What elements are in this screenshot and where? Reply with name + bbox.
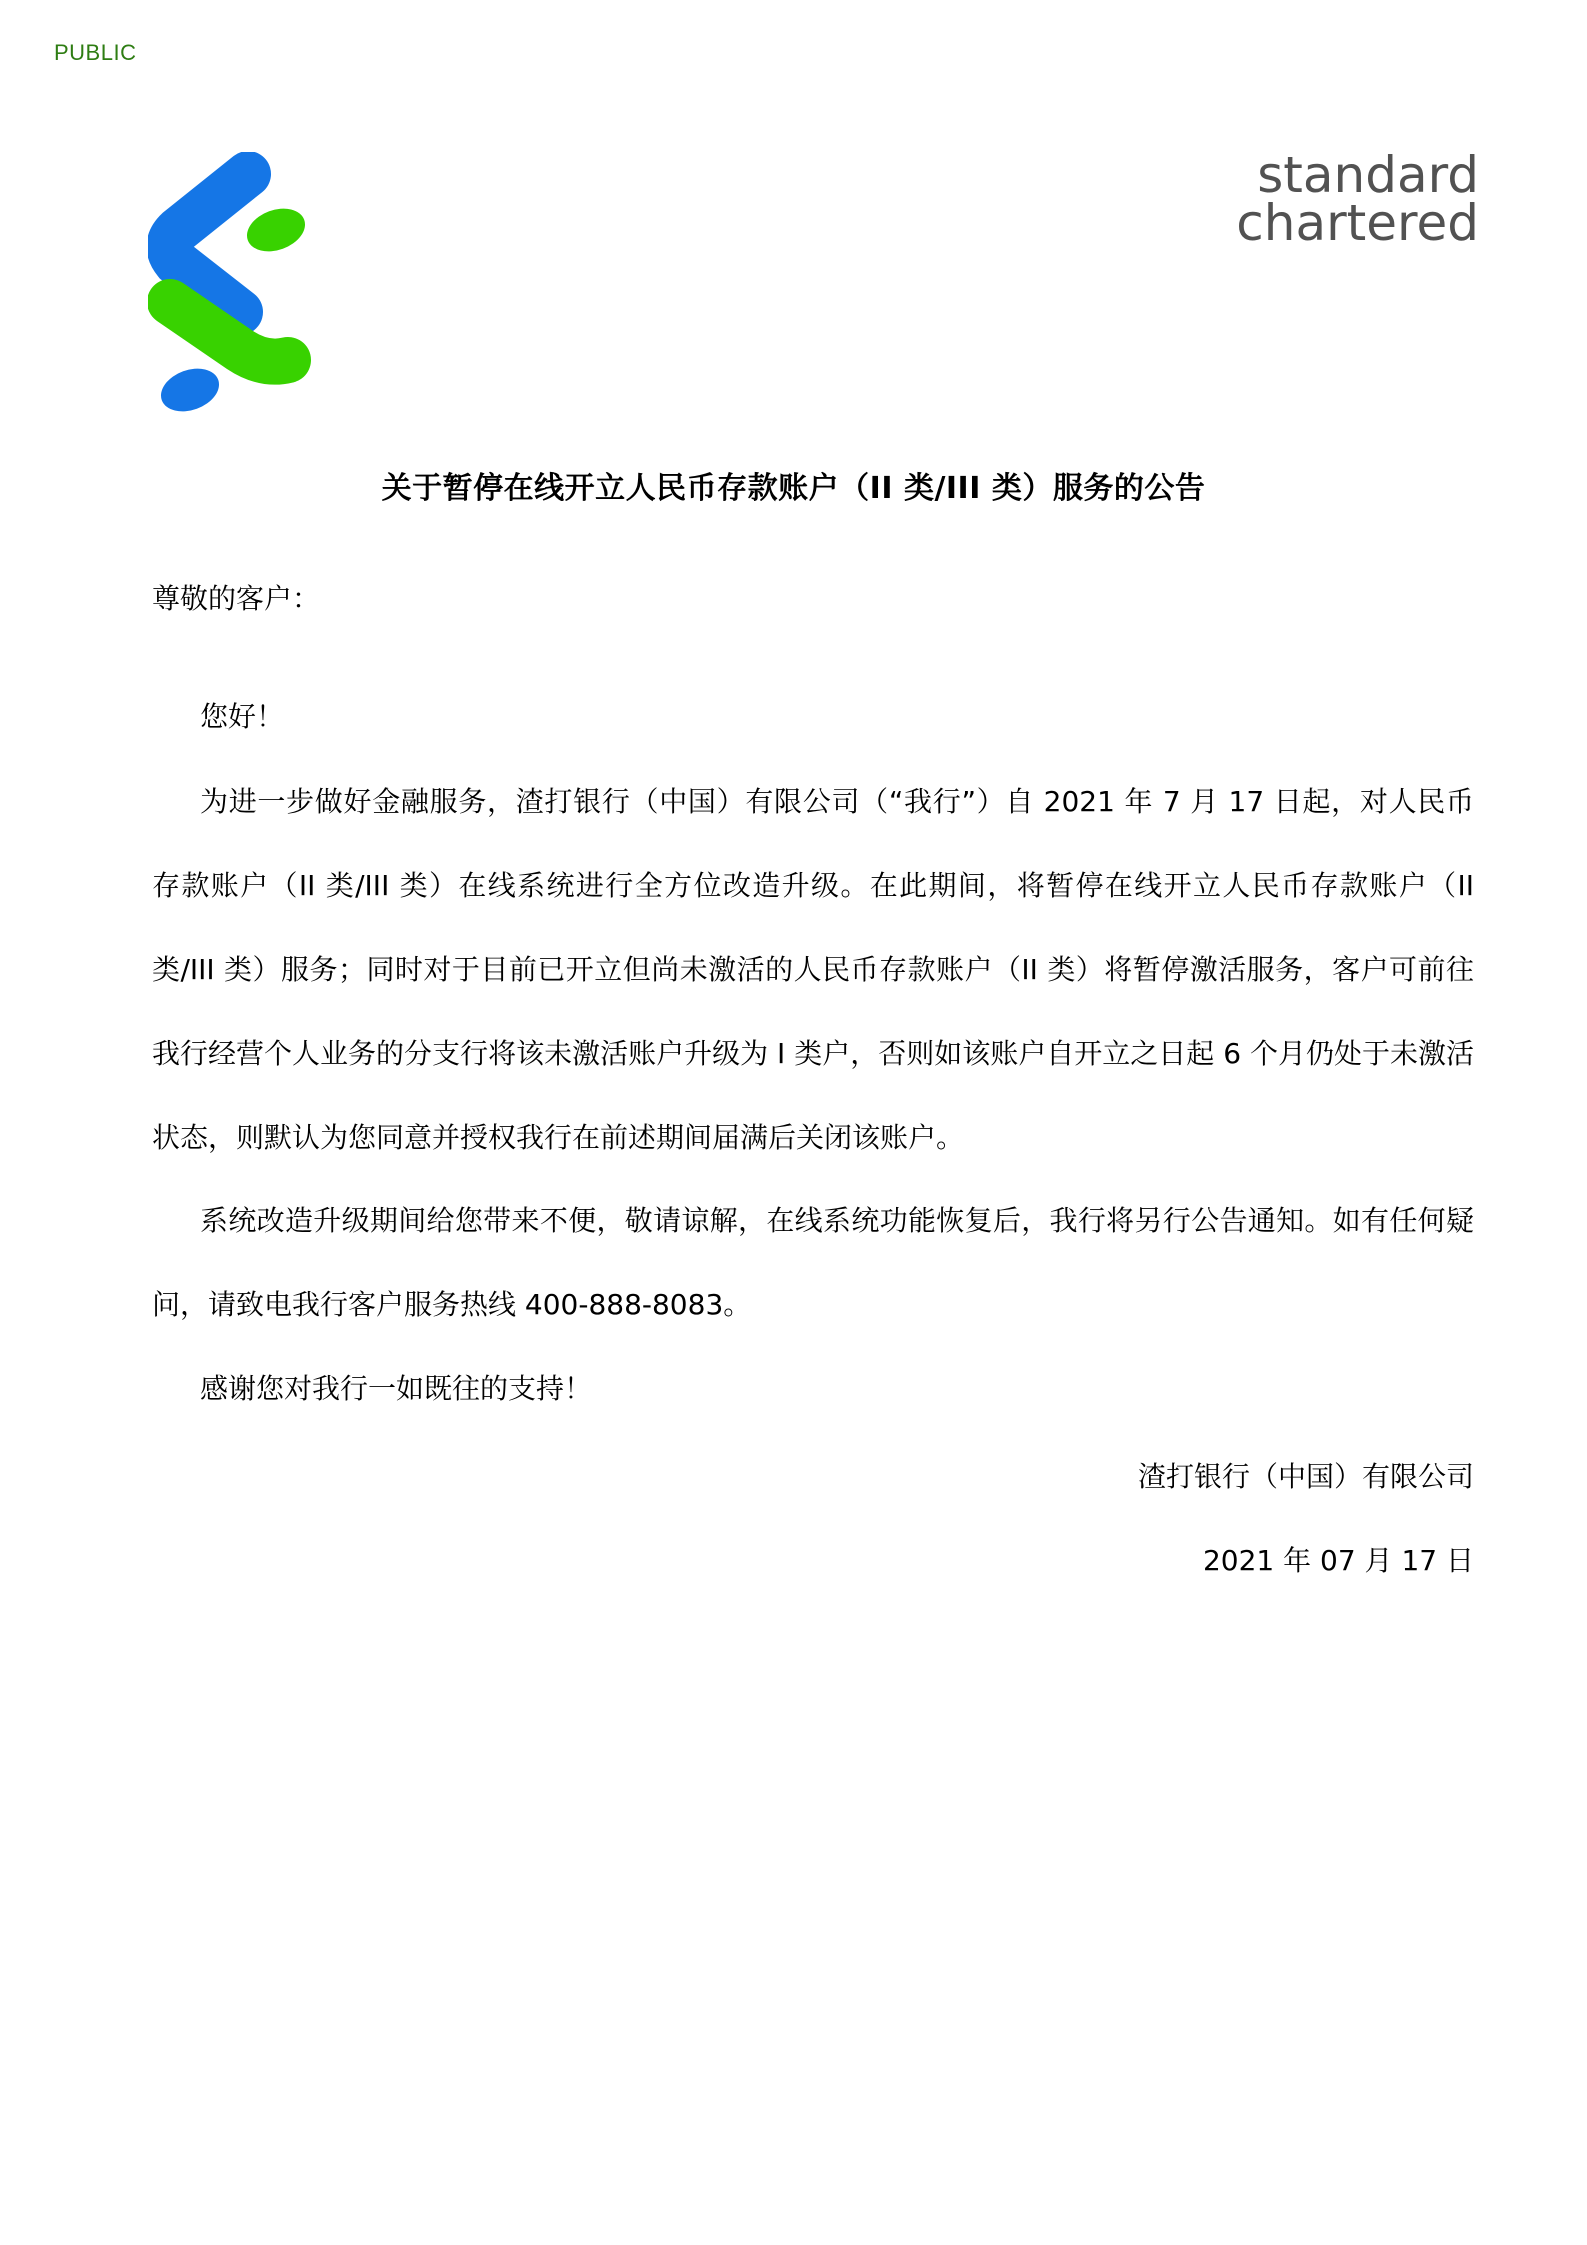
paragraph-apology-hotline: 系统改造升级期间给您带来不便，敬请谅解，在线系统功能恢复后，我行将另行公告通知。如有任何疑问，请致电我行客户服务热线 400-888-8083。 bbox=[152, 1204, 1474, 1321]
logo-green-leaf bbox=[241, 201, 311, 259]
greeting: 您好！ bbox=[200, 700, 285, 733]
notice-title: 关于暂停在线开立人民币存款账户（II 类/III 类）服务的公告 bbox=[381, 471, 1206, 506]
paragraph-thanks: 感谢您对我行一如既往的支持！ bbox=[200, 1372, 593, 1405]
salutation: 尊敬的客户： bbox=[152, 582, 321, 615]
signature-date: 2021 年 07 月 17 日 bbox=[1202, 1544, 1474, 1577]
standard-chartered-logo-icon bbox=[148, 152, 318, 412]
wordmark-line1: standard bbox=[1257, 150, 1479, 204]
standard-chartered-wordmark bbox=[1179, 150, 1479, 250]
paragraph-announcement: 为进一步做好金融服务，渣打银行（中国）有限公司（“我行”）自 2021 年 7 月 17 日起，对人民币 存款账户（II 类/III 类）在线系统进行全方位改造升级。在此期间，将暂停在线开立人民币存款账户（II 类/III 类）服务；同时对于目前已开立但尚未激活的人民币存款账户（II 类）将暂停激活服务，客户可前往我行经营个人业务的分支行将该未激活账户升级为 I 类户，否则如该账户自开立之日起 6 个月仍处于未激活状态，则默认为您同意并授权我行在前述期间届满后关闭该账户。 bbox=[152, 785, 1474, 1154]
signature-company: 渣打银行（中国）有限公司 bbox=[1137, 1460, 1474, 1493]
wordmark-line2: chartered bbox=[1236, 194, 1479, 250]
logo-blue-leaf bbox=[155, 361, 225, 412]
classification-label: PUBLIC bbox=[54, 40, 137, 65]
